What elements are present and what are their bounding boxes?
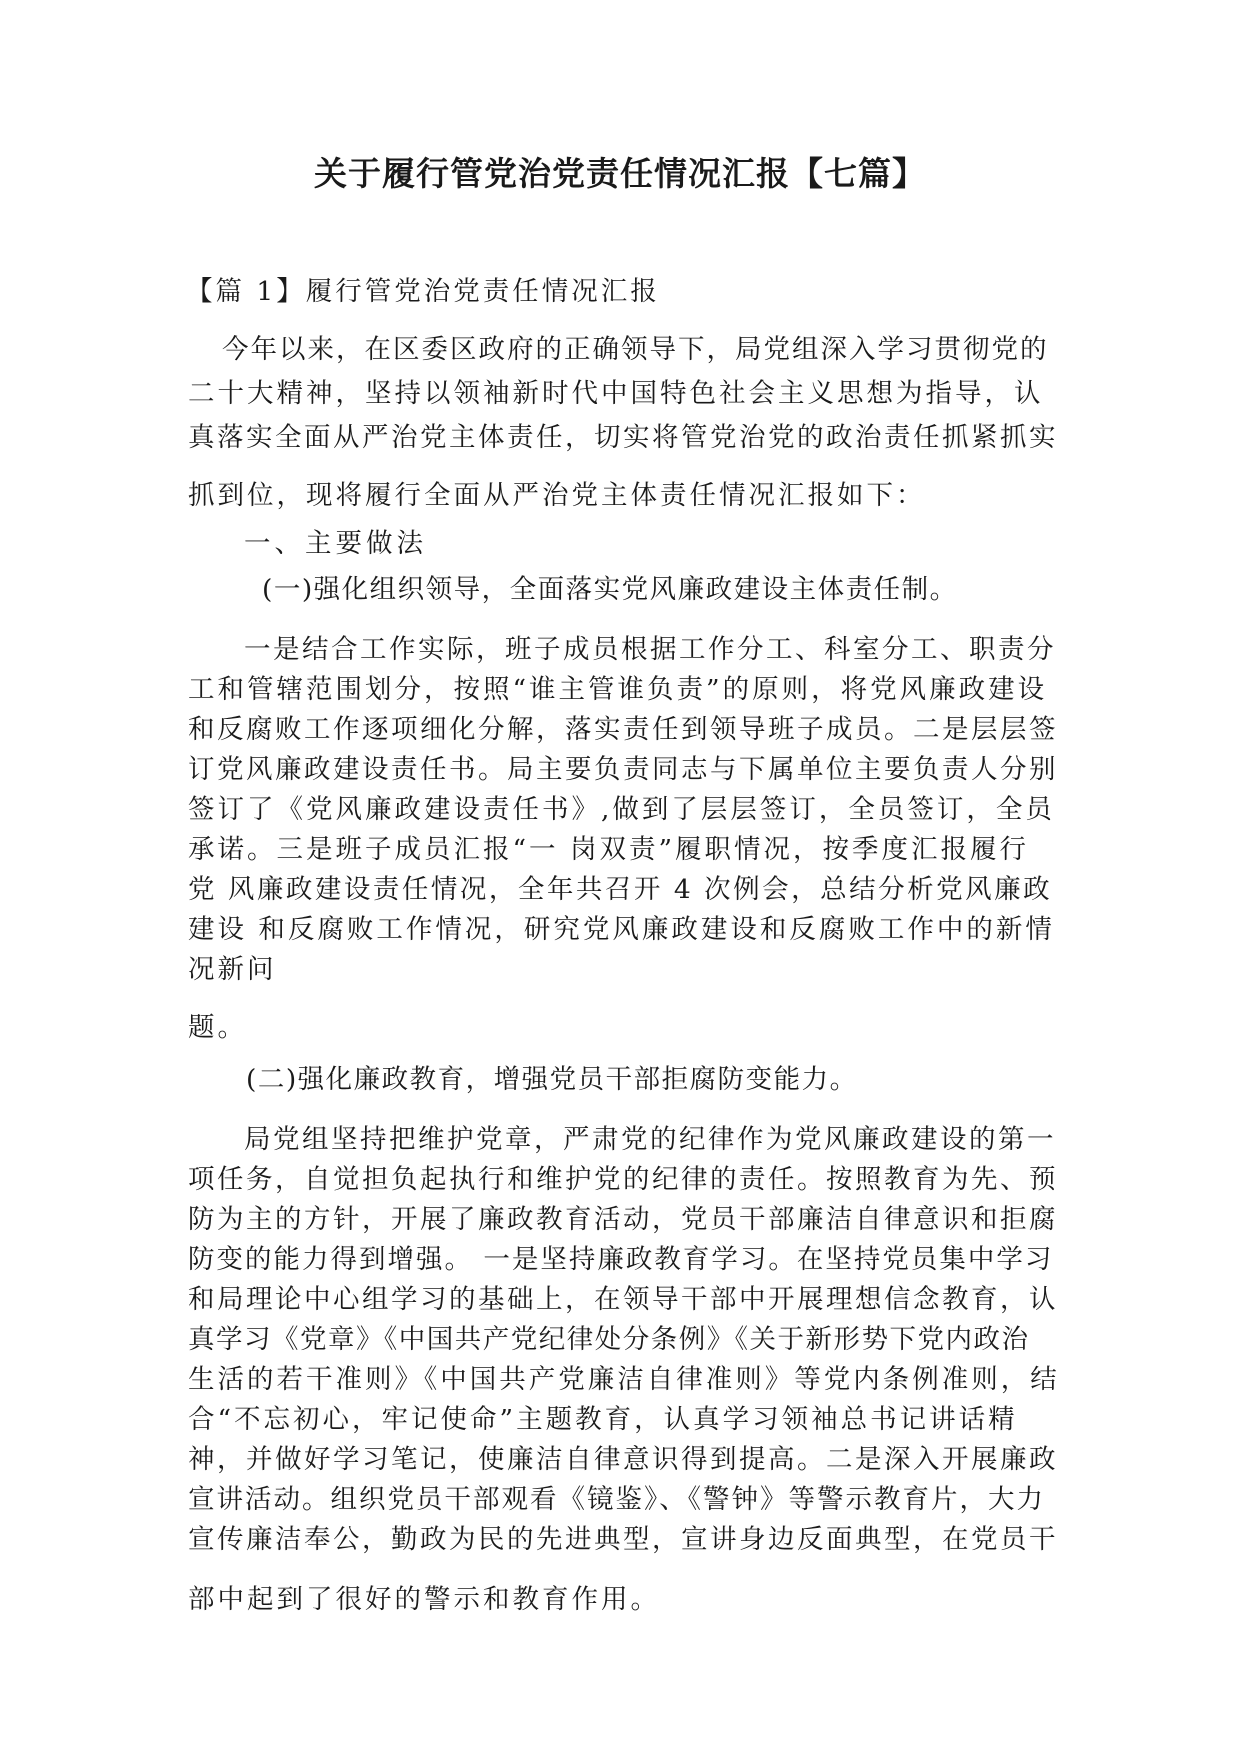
- subsection-heading: (二)强化廉政教育，增强党员干部拒腐防变能力。: [246, 1064, 858, 1095]
- paragraph-line: 今年以来，在区委区政府的正确领导下，局党组深入学习贯彻党的: [222, 334, 1049, 365]
- paragraph-line: 神，并做好学习笔记，使廉洁自律意识得到提高。二是深入开展廉政: [188, 1444, 1058, 1475]
- paragraph-line: 项任务，自觉担负起执行和维护党的纪律的责任。按照教育为先、预: [188, 1164, 1058, 1195]
- paragraph-line: 和局理论中心组学习的基础上，在领导干部中开展理想信念教育，认: [188, 1284, 1058, 1315]
- paragraph-line: 真落实全面从严治党主体责任，切实将管党治党的政治责任抓紧抓实: [188, 422, 1058, 453]
- paragraph-line: 二十大精神，坚持以领袖新时代中国特色社会主义思想为指导，认: [188, 378, 1044, 409]
- paragraph-line: 工和管辖范围划分，按照“谁主管谁负责”的原则，将党风廉政建设: [188, 674, 1048, 705]
- paragraph-line: 合“不忘初心，牢记使命”主题教育，认真学习领袖总书记讲话精: [188, 1404, 1018, 1435]
- paragraph-line: 党 风廉政建设责任情况，全年共召开 4 次例会，总结分析党风廉政: [188, 874, 1053, 905]
- paragraph-line: 订党风廉政建设责任书。局主要负责同志与下属单位主要负责人分别: [188, 754, 1058, 785]
- document-title: 关于履行管党治党责任情况汇报【七篇】: [314, 154, 926, 193]
- paragraph-line: 宣传廉洁奉公，勤政为民的先进典型，宣讲身边反面典型，在党员干: [188, 1524, 1058, 1555]
- paragraph-line: 真学习《党章》《中国共产党纪律处分条例》《关于新形势下党内政治: [188, 1324, 1030, 1355]
- subsection-heading: (一)强化组织领导，全面落实党风廉政建设主体责任制。: [262, 574, 958, 605]
- paragraph-line: 和反腐败工作逐项细化分解，落实责任到领导班子成员。二是层层签: [188, 714, 1058, 745]
- paragraph-line: 建设 和反腐败工作情况，研究党风廉政建设和反腐败工作中的新情: [188, 914, 1055, 945]
- paragraph-line: 防为主的方针，开展了廉政教育活动，党员干部廉洁自律意识和拒腐: [188, 1204, 1058, 1235]
- paragraph-line: 宣讲活动。组织党员干部观看《镜鉴》、《警钟》等警示教育片，大力: [188, 1484, 1045, 1515]
- paragraph-line: 签订了《党风廉政建设责任书》,做到了层层签订，全员签订，全员: [188, 794, 1055, 825]
- paragraph-line: 一是结合工作实际，班子成员根据工作分工、科室分工、职责分: [244, 634, 1056, 665]
- paragraph-line: 防变的能力得到增强。 一是坚持廉政教育学习。在坚持党员集中学习: [188, 1244, 1054, 1275]
- paragraph-line: 部中起到了很好的警示和教育作用。: [188, 1584, 660, 1615]
- paragraph-line: 题。: [188, 1012, 247, 1043]
- paragraph-line: 承诺。三是班子成员汇报“一 岗双责”履职情况，按季度汇报履行: [188, 834, 1030, 865]
- paragraph-line: 生活的若干准则》《中国共产党廉洁自律准则》等党内条例准则，结: [188, 1364, 1060, 1395]
- paragraph-line: 抓到位，现将履行全面从严治党主体责任情况汇报如下：: [188, 480, 926, 511]
- section-heading: 一、主要做法: [244, 528, 427, 559]
- paragraph-line: 况新问: [188, 954, 277, 985]
- paragraph-line: 局党组坚持把维护党章，严肃党的纪律作为党风廉政建设的第一: [244, 1124, 1056, 1155]
- article-heading: 【篇 1】履行管党治党责任情况汇报: [186, 276, 660, 307]
